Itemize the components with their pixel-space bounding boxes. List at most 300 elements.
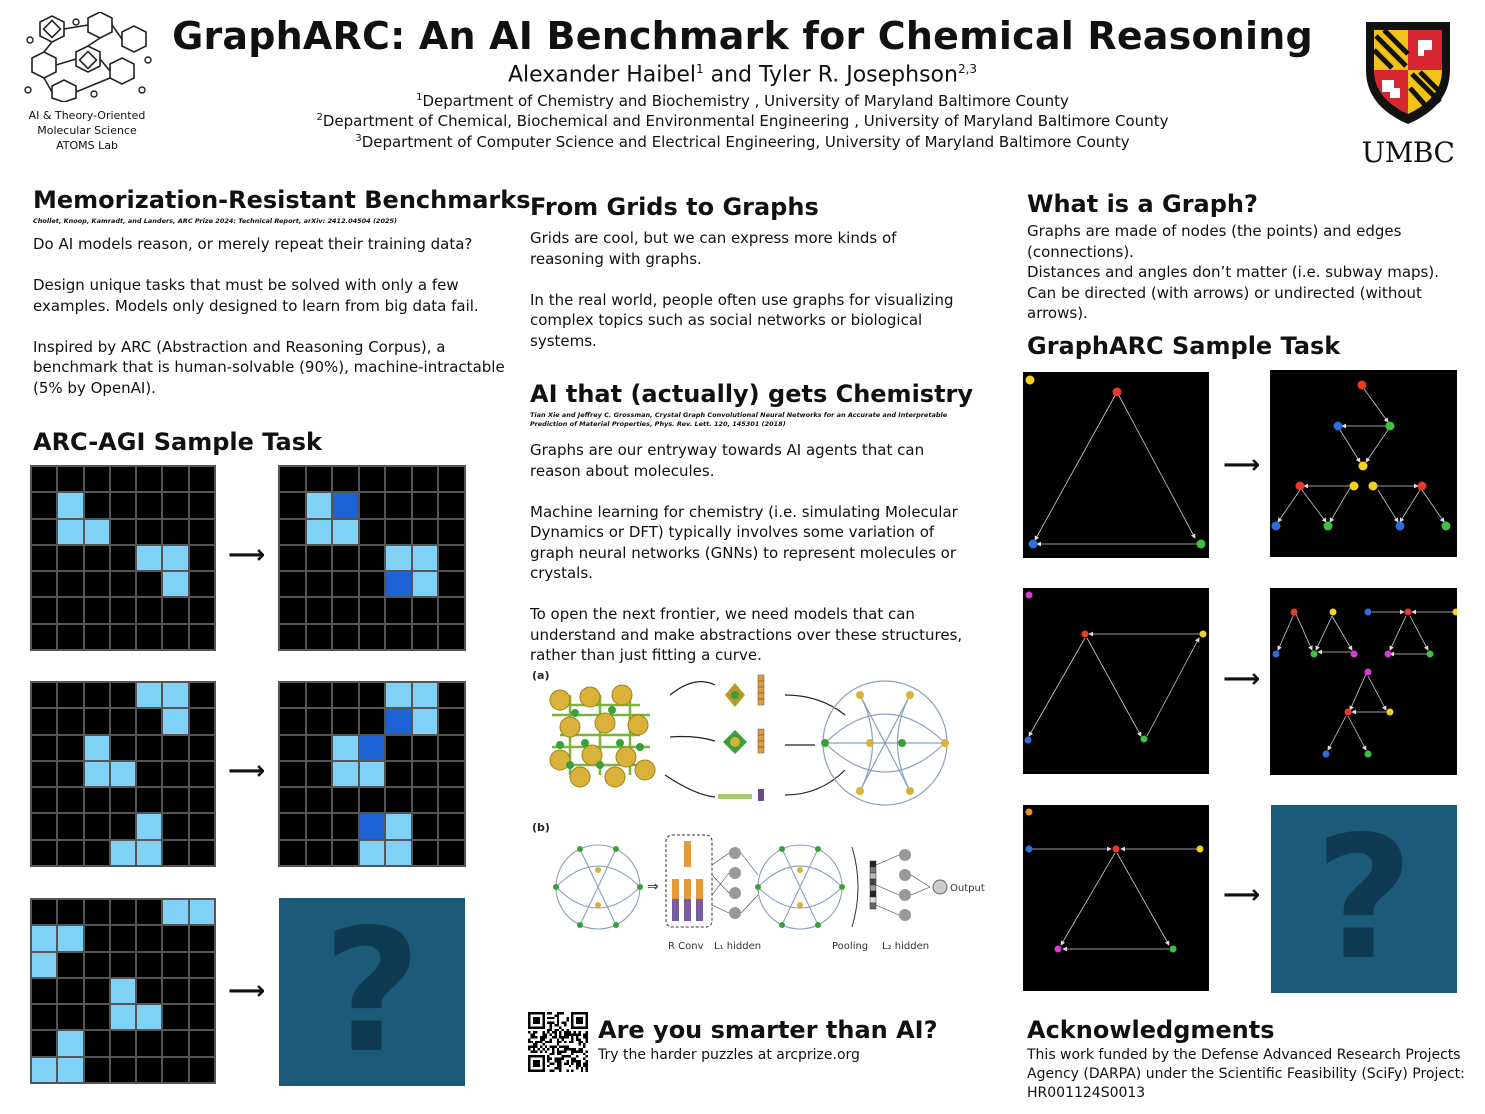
arrow-icon: ⟶: [228, 976, 266, 1006]
grid-cell: [413, 572, 438, 596]
grid-cell: [386, 546, 411, 570]
grid-cell: [111, 625, 135, 649]
grid-cell: [333, 683, 358, 707]
grid-cell: [137, 762, 161, 786]
grid-cell: [190, 926, 214, 950]
grid-cell: [111, 1058, 135, 1082]
grid-cell: [190, 1005, 214, 1029]
grid-cell: [386, 762, 411, 786]
grid-cell: [111, 953, 135, 977]
grid-cell: [413, 788, 438, 812]
grid-cell: [32, 788, 56, 812]
fig-pooling-label: Pooling: [832, 941, 869, 952]
grid-cell: [32, 736, 56, 760]
grid-cell: [163, 546, 187, 570]
grid-cell: [32, 926, 56, 950]
grid-cell: [111, 683, 135, 707]
grid-cell: [32, 683, 56, 707]
grid-cell: [111, 572, 135, 596]
grid-cell: [360, 493, 385, 517]
grid-cell: [333, 467, 358, 491]
arrow-icon: ⟶: [228, 540, 266, 570]
grid-cell: [307, 625, 332, 649]
question-mark-icon: ?: [322, 893, 422, 1091]
grid-cell: [190, 1031, 214, 1055]
grid-cell: [163, 683, 187, 707]
grid-cell: [307, 467, 332, 491]
grid-cell: [439, 625, 464, 649]
arc-test-input-grid: [30, 898, 216, 1084]
grid-cell: [190, 493, 214, 517]
grid-cell: [360, 598, 385, 622]
grid-cell: [111, 762, 135, 786]
grid-cell: [190, 709, 214, 733]
grid-cell: [163, 598, 187, 622]
grid-cell: [360, 814, 385, 838]
grid-cell: [85, 979, 109, 1003]
arrow-icon: ⟶: [1223, 664, 1261, 694]
grid-cell: [163, 788, 187, 812]
grid-cell: [333, 520, 358, 544]
what-graph-title: What is a Graph?: [1027, 190, 1258, 218]
grid-cell: [111, 1005, 135, 1029]
grid-cell: [163, 572, 187, 596]
grid-cell: [32, 625, 56, 649]
grid-cell: [163, 493, 187, 517]
cgcnn-figure: [530, 665, 990, 965]
arc-unknown-output: [279, 893, 465, 1091]
grid-cell: [386, 683, 411, 707]
chemistry-title: AI that (actually) gets Chemistry: [530, 380, 974, 408]
grid-cell: [85, 683, 109, 707]
grid-cell: [333, 493, 358, 517]
grid-cell: [85, 926, 109, 950]
grid-cell: [85, 572, 109, 596]
crystal-structure: [550, 685, 655, 787]
arc-output-grid-1: [278, 465, 466, 651]
grid-cell: [32, 467, 56, 491]
grid-cell: [111, 926, 135, 950]
grid-cell: [32, 1031, 56, 1055]
grid-cell: [163, 709, 187, 733]
grid-cell: [413, 762, 438, 786]
grid-cell: [137, 598, 161, 622]
grid-cell: [32, 520, 56, 544]
grid-cell: [413, 841, 438, 865]
grid-cell: [32, 841, 56, 865]
grid-cell: [58, 683, 82, 707]
grid-cell: [32, 1058, 56, 1082]
grid-cell: [137, 900, 161, 924]
grid-cell: [360, 736, 385, 760]
umbc-logo: [1360, 18, 1456, 169]
grid-cell: [32, 979, 56, 1003]
grid-cell: [111, 467, 135, 491]
grid-cell: [85, 625, 109, 649]
grid-cell: [280, 467, 305, 491]
grid-cell: [111, 1031, 135, 1055]
grid-cell: [32, 1005, 56, 1029]
grid-cell: [386, 709, 411, 733]
grid-cell: [111, 520, 135, 544]
grid-cell: [163, 1058, 187, 1082]
grid-cell: [58, 467, 82, 491]
arc-output-grid-2: [278, 681, 466, 867]
grid-cell: [280, 736, 305, 760]
grid-cell: [111, 814, 135, 838]
umbc-wordmark: UMBC: [1361, 136, 1455, 169]
grid-cell: [111, 841, 135, 865]
grid-cell: [137, 953, 161, 977]
grid-cell: [111, 979, 135, 1003]
grid-cell: [137, 493, 161, 517]
fig-rconv-label: R Conv: [668, 941, 704, 952]
grid-cell: [280, 762, 305, 786]
poster-title: GraphARC: An AI Benchmark for Chemical Reasoning: [172, 14, 1313, 58]
grids-body: Grids are cool, but we can express more kinds of reasoning with graphs. In the real world, people often use graphs for visualizing complex topics such as social networks or biological systems.: [530, 229, 954, 350]
grid-cell: [386, 493, 411, 517]
grid-cell: [360, 709, 385, 733]
grid-cell: [190, 841, 214, 865]
grid-cell: [280, 841, 305, 865]
grid-cell: [307, 841, 332, 865]
grid-cell: [439, 814, 464, 838]
grid-cell: [413, 625, 438, 649]
grid-cell: [111, 900, 135, 924]
grid-cell: [163, 625, 187, 649]
grid-cell: [58, 926, 82, 950]
grid-cell: [137, 926, 161, 950]
grid-cell: [58, 572, 82, 596]
grid-cell: [32, 953, 56, 977]
grid-cell: [439, 572, 464, 596]
grid-cell: [360, 788, 385, 812]
what-graph-body: Graphs are made of nodes (the points) and edges (connections). Distances and angles don’t matter (i.e. subway maps). Can be directed (with arrows) or undirected (without arrows).: [1027, 222, 1439, 322]
grid-cell: [137, 788, 161, 812]
grid-cell: [137, 841, 161, 865]
grid-cell: [32, 546, 56, 570]
arc-input-grid-1: [30, 465, 216, 651]
grids-title: From Grids to Graphs: [530, 193, 819, 221]
memorization-body: Do AI models reason, or merely repeat their training data? Design unique tasks that must be solved with only a few examples. Models only designed to learn from big data fail. Inspired by ARC (Abstraction and Reasoning Corpus), a benchmark that is human-solvable (90%), machine-intractable (5% by OpenAI).: [33, 235, 505, 397]
grid-cell: [333, 572, 358, 596]
grid-cell: [58, 762, 82, 786]
grapharc-title: GraphARC Sample Task: [1027, 332, 1341, 360]
fig-b-label: (b): [532, 821, 550, 834]
grid-cell: [360, 841, 385, 865]
grid-cell: [439, 467, 464, 491]
grid-cell: [439, 520, 464, 544]
grid-cell: [85, 1031, 109, 1055]
grid-cell: [85, 598, 109, 622]
grid-cell: [360, 762, 385, 786]
grid-cell: [190, 788, 214, 812]
grid-cell: [333, 709, 358, 733]
chemistry-citation: Tian Xie and Jeffrey C. Grossman, Crystal Graph Convolutional Neural Networks for an Accurate and Interpretable Prediction of Material Properties, Phys. Rev. Lett. 120, 145301 (2018): [530, 411, 948, 428]
grid-cell: [386, 736, 411, 760]
ack-title: Acknowledgments: [1027, 1016, 1275, 1044]
grid-cell: [137, 736, 161, 760]
grid-cell: [85, 1005, 109, 1029]
grid-cell: [111, 709, 135, 733]
fig-l2-label: L₂ hidden: [882, 941, 930, 952]
grid-cell: [137, 520, 161, 544]
grid-cell: [85, 953, 109, 977]
grid-cell: [58, 1031, 82, 1055]
grid-cell: [307, 709, 332, 733]
affiliation-2: $^2$Department of Chemical, Biochemical and Environmental Engineering , University of Maryland Baltimore County: [316, 112, 1169, 130]
grid-cell: [58, 493, 82, 517]
grid-cell: [163, 736, 187, 760]
grapharc-unknown-output: [1271, 800, 1457, 998]
grid-cell: [85, 467, 109, 491]
grid-cell: [307, 546, 332, 570]
grid-cell: [58, 979, 82, 1003]
grid-cell: [413, 709, 438, 733]
grid-cell: [413, 598, 438, 622]
grid-cell: [190, 762, 214, 786]
grid-cell: [439, 788, 464, 812]
grid-cell: [137, 814, 161, 838]
grid-cell: [58, 841, 82, 865]
question-mark-icon: ?: [1314, 800, 1414, 998]
grid-cell: [190, 520, 214, 544]
grid-cell: [190, 814, 214, 838]
grid-cell: [386, 572, 411, 596]
grid-cell: [190, 900, 214, 924]
grid-cell: [307, 814, 332, 838]
grid-cell: [386, 625, 411, 649]
grid-cell: [307, 598, 332, 622]
grid-cell: [386, 520, 411, 544]
smarter-text[interactable]: Try the harder puzzles at arcprize.org: [598, 1047, 860, 1063]
authors: Alexander Haibel$^1$ and Tyler R. Josephson$^{2,3}$: [507, 62, 978, 88]
grid-cell: [360, 625, 385, 649]
grid-cell: [386, 788, 411, 812]
grid-cell: [333, 546, 358, 570]
grid-cell: [439, 546, 464, 570]
affiliation-1: $^1$Department of Chemistry and Biochemistry , University of Maryland Baltimore County: [416, 92, 1069, 110]
grid-cell: [163, 467, 187, 491]
grid-cell: [58, 520, 82, 544]
grid-cell: [386, 598, 411, 622]
grid-cell: [32, 598, 56, 622]
grid-cell: [280, 520, 305, 544]
grid-cell: [439, 683, 464, 707]
grid-cell: [58, 546, 82, 570]
grid-cell: [85, 762, 109, 786]
grid-cell: [85, 493, 109, 517]
grid-cell: [190, 546, 214, 570]
grid-cell: [280, 572, 305, 596]
grapharc-output-graph-1: [1270, 370, 1457, 557]
grid-cell: [190, 598, 214, 622]
ack-text: This work funded by the Defense Advanced Research Projects Agency (DARPA) under the Scientific Feasibility (SciFy) Project: HR001124S0013: [1027, 1047, 1465, 1101]
grid-cell: [137, 467, 161, 491]
grid-cell: [137, 1058, 161, 1082]
grid-cell: [32, 709, 56, 733]
grid-cell: [137, 979, 161, 1003]
grid-cell: [280, 546, 305, 570]
grid-cell: [85, 1058, 109, 1082]
grid-cell: [280, 683, 305, 707]
grid-cell: [190, 953, 214, 977]
grid-cell: [32, 572, 56, 596]
grid-cell: [439, 841, 464, 865]
grid-cell: [137, 1005, 161, 1029]
grid-cell: [58, 736, 82, 760]
grid-cell: [439, 736, 464, 760]
grid-cell: [333, 762, 358, 786]
svg-text:⇒: ⇒: [647, 879, 659, 895]
chemistry-body: Graphs are our entryway towards AI agents that can reason about molecules. Machine learning for chemistry (i.e. simulating Molecular Dynamics or DFT) typically involves some variation of graph neural networks (GNNs) to represent molecules or crystals. To open the next frontier, we need models that can understand and make abstractions over these structures, rather than just fitting a curve.: [530, 441, 963, 664]
smarter-title: Are you smarter than AI?: [598, 1016, 938, 1044]
grid-cell: [85, 546, 109, 570]
grid-cell: [137, 546, 161, 570]
memorization-title: Memorization-Resistant Benchmarks: [33, 186, 531, 214]
fig-a-label: (a): [532, 669, 550, 682]
qr-code[interactable]: [528, 1012, 588, 1072]
grid-cell: [307, 762, 332, 786]
grid-cell: [190, 572, 214, 596]
grid-cell: [190, 683, 214, 707]
grid-cell: [386, 467, 411, 491]
grid-cell: [360, 520, 385, 544]
grid-cell: [386, 814, 411, 838]
grid-cell: [413, 520, 438, 544]
grid-cell: [163, 979, 187, 1003]
grid-cell: [307, 788, 332, 812]
fig-l1-label: L₁ hidden: [714, 941, 762, 952]
grid-cell: [307, 493, 332, 517]
grid-cell: [85, 520, 109, 544]
grid-cell: [190, 1058, 214, 1082]
grid-cell: [58, 1005, 82, 1029]
grid-cell: [58, 900, 82, 924]
grid-cell: [333, 841, 358, 865]
grid-cell: [190, 467, 214, 491]
arrow-icon: ⟶: [228, 756, 266, 786]
grid-cell: [307, 683, 332, 707]
grapharc-test-input-graph: [1023, 805, 1209, 991]
umbc-shield-icon: [1360, 18, 1456, 128]
grid-cell: [85, 736, 109, 760]
lab-name: AI & Theory-Oriented Molecular Science ATOMS Lab: [28, 109, 146, 152]
grid-cell: [307, 520, 332, 544]
grid-cell: [163, 1005, 187, 1029]
grid-cell: [280, 598, 305, 622]
grid-cell: [85, 814, 109, 838]
grid-cell: [333, 736, 358, 760]
grid-cell: [137, 709, 161, 733]
grid-cell: [58, 709, 82, 733]
grid-cell: [307, 736, 332, 760]
grid-cell: [190, 736, 214, 760]
grid-cell: [163, 1031, 187, 1055]
grid-cell: [333, 788, 358, 812]
grid-cell: [32, 762, 56, 786]
arc-input-grid-2: [30, 681, 216, 867]
grid-cell: [111, 598, 135, 622]
grid-cell: [32, 900, 56, 924]
grapharc-output-graph-2: [1270, 588, 1457, 775]
grid-cell: [333, 598, 358, 622]
grid-cell: [280, 788, 305, 812]
grid-cell: [111, 546, 135, 570]
grid-cell: [58, 598, 82, 622]
grid-cell: [360, 572, 385, 596]
grid-cell: [360, 546, 385, 570]
grid-cell: [190, 979, 214, 1003]
affiliation-3: $^3$Department of Computer Science and Electrical Engineering, University of Maryland Baltimore County: [355, 133, 1130, 151]
grid-cell: [360, 683, 385, 707]
fig-output-label: Output: [950, 883, 985, 894]
grid-cell: [85, 841, 109, 865]
grid-cell: [137, 683, 161, 707]
grid-cell: [137, 572, 161, 596]
grid-cell: [280, 493, 305, 517]
grid-cell: [386, 841, 411, 865]
grid-cell: [85, 709, 109, 733]
grid-cell: [280, 709, 305, 733]
grid-cell: [58, 814, 82, 838]
grid-cell: [413, 493, 438, 517]
memorization-citation: Chollet, Knoop, Kamradt, and Landers, ARC Prize 2024: Technical Report, arXiv: 2412.04504 (2025): [33, 217, 397, 225]
grid-cell: [190, 625, 214, 649]
grid-cell: [137, 1031, 161, 1055]
grid-cell: [163, 814, 187, 838]
crystal-graph: [821, 681, 949, 805]
grid-cell: [58, 953, 82, 977]
grid-cell: [163, 953, 187, 977]
arc-title: ARC-AGI Sample Task: [33, 428, 322, 456]
grid-cell: [280, 625, 305, 649]
grid-cell: [111, 493, 135, 517]
grid-cell: [58, 1058, 82, 1082]
grapharc-input-graph-2: [1023, 588, 1209, 774]
grid-cell: [280, 814, 305, 838]
grid-cell: [58, 788, 82, 812]
grid-cell: [307, 572, 332, 596]
grid-cell: [163, 841, 187, 865]
arrow-icon: ⟶: [1223, 450, 1261, 480]
grid-cell: [32, 814, 56, 838]
grid-cell: [413, 546, 438, 570]
grid-cell: [360, 467, 385, 491]
grid-cell: [413, 467, 438, 491]
grid-cell: [137, 625, 161, 649]
grid-cell: [111, 788, 135, 812]
grid-cell: [163, 926, 187, 950]
grid-cell: [413, 814, 438, 838]
grid-cell: [439, 762, 464, 786]
grid-cell: [163, 520, 187, 544]
grid-cell: [413, 683, 438, 707]
grid-cell: [439, 493, 464, 517]
grid-cell: [163, 900, 187, 924]
grid-cell: [85, 788, 109, 812]
grid-cell: [333, 814, 358, 838]
grid-cell: [333, 625, 358, 649]
grid-cell: [439, 709, 464, 733]
grapharc-input-graph-1: [1023, 372, 1209, 558]
grid-cell: [111, 736, 135, 760]
grid-cell: [32, 493, 56, 517]
grid-cell: [85, 900, 109, 924]
grid-cell: [58, 625, 82, 649]
grid-cell: [163, 762, 187, 786]
grid-cell: [413, 736, 438, 760]
